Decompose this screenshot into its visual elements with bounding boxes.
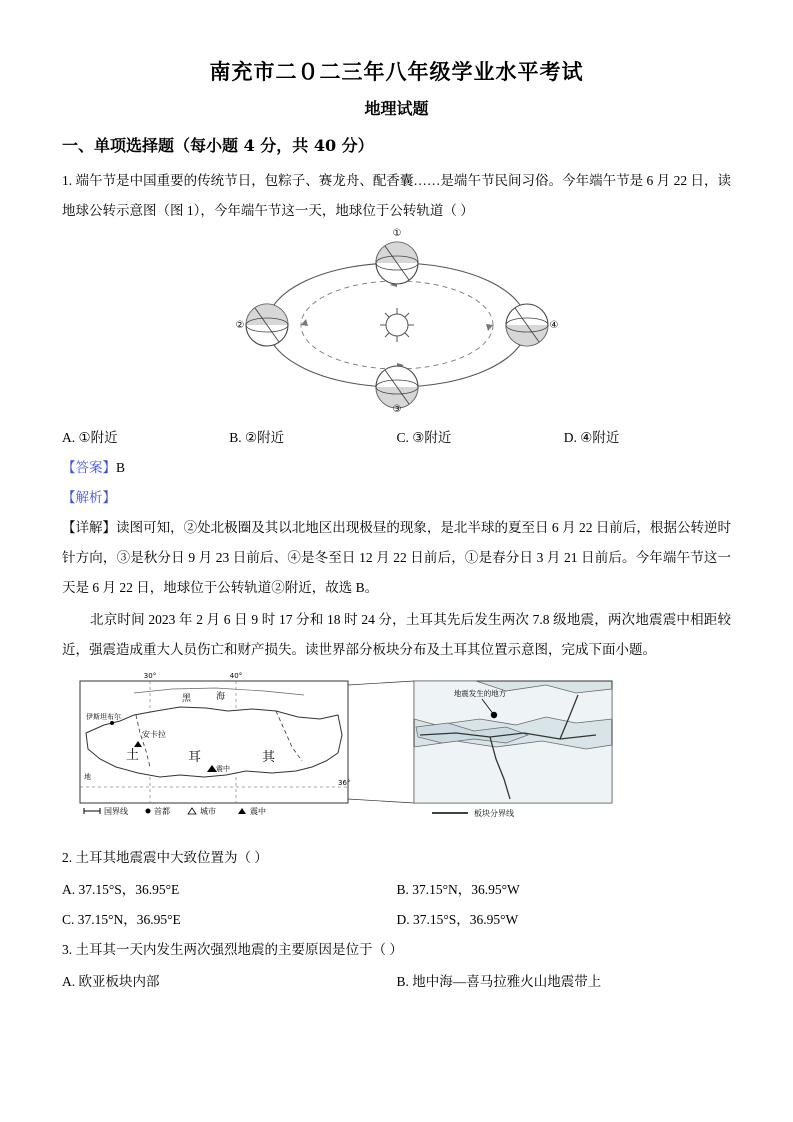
page-subtitle: 地理试题 [364, 99, 429, 118]
svg-text:其: 其 [262, 750, 276, 765]
question-2-options-row-2 [62, 905, 731, 935]
earth-position-1 [376, 228, 418, 284]
svg-text:土: 土 [126, 748, 140, 763]
svg-text:海: 海 [216, 692, 226, 702]
svg-text:40°: 40° [229, 672, 243, 680]
q2-option-d[interactable]: D. 37.15°S，36.95°W [396, 912, 519, 927]
turkey-plate-svg [76, 672, 616, 835]
question-3-options-row-1 [62, 967, 731, 997]
svg-text:城市: 城市 [200, 807, 216, 816]
q1-option-c[interactable]: C. ③附近 [396, 430, 452, 445]
right-map-plates [414, 681, 612, 818]
svg-text:③: ③ [392, 404, 401, 415]
earth-position-4 [235, 304, 287, 346]
svg-text:国界线: 国界线 [104, 807, 128, 816]
question-1-stem: 1. 端午节是中国重要的传统节日，包粽子、赛龙舟、配香囊……是端午节民间习俗。今年端午节是 6 月 22 日，读地球公转示意图（图 1），今年端午节这一天，地球位于公转轨道（ ） [62, 173, 731, 218]
q2-option-a[interactable]: A. 37.15°S，36.95°E [62, 882, 180, 897]
figure-turkey-plates [62, 672, 731, 835]
q3-option-b[interactable]: B. 地中海—喜马拉雅火山地震带上 [396, 974, 602, 989]
svg-text:板块分界线: 板块分界线 [474, 809, 514, 818]
svg-text:首都: 首都 [154, 807, 170, 816]
answer-value: B [116, 460, 126, 475]
svg-text:黑: 黑 [182, 694, 192, 704]
page-content [62, 0, 731, 997]
passage-2: 北京时间 2023 年 2 月 6 日 9 时 17 分和 18 时 24 分，土耳其先后发生两次 7.8 级地震，两次地震震中相距较近，强震造成重大人员伤亡和财产损失。读世界部分板块分布及土耳其位置示意图，完成下面小题。 [62, 612, 731, 657]
question-1-detail: 【详解】读图可知，②处北极圈及其以北地区出现极昼的现象，是北半球的夏至日 6 月 22 日前后，根据公转逆时针方向，③是秋分日 9 月 23 日前后、④是冬至日 12 月 22 日前后，①是春分日 3 月 21 日前后。今年端午节这一天是 6 月 22 日，地球位于公转轨道②附近，故选 B。 [62, 520, 731, 595]
left-map-turkey [80, 672, 350, 816]
page-title: 南充市二０二三年八年级学业水平考试 [209, 59, 584, 84]
q1-option-a[interactable]: A. ①附近 [62, 430, 118, 445]
answer-line [62, 453, 731, 483]
svg-text:30°: 30° [143, 672, 157, 680]
analysis-label: 【解析】 [62, 490, 116, 505]
svg-text:耳: 耳 [188, 750, 202, 765]
svg-text:地: 地 [84, 773, 91, 781]
svg-text:①: ① [392, 228, 401, 239]
question-2-stem: 2. 土耳其地震震中大致位置为（ ） [62, 850, 268, 865]
left-map-legend [84, 806, 266, 816]
svg-text:震中: 震中 [216, 765, 230, 773]
section-heading: 一、单项选择题（每小题 4 分，共 40 分） [62, 136, 374, 155]
svg-text:36°: 36° [338, 779, 351, 787]
q2-option-b[interactable]: B. 37.15°N，36.95°W [396, 882, 520, 897]
figure-earth-revolution [62, 228, 731, 415]
q2-option-c[interactable]: C. 37.15°N，36.95°E [62, 912, 181, 927]
svg-text:④: ④ [549, 320, 558, 331]
question-1-options [62, 423, 731, 453]
svg-text:伊斯坦布尔: 伊斯坦布尔 [86, 713, 121, 721]
svg-text:地震发生的地方: 地震发生的地方 [453, 689, 507, 698]
earth-revolution-svg [227, 228, 567, 415]
q1-option-b[interactable]: B. ②附近 [229, 430, 285, 445]
earth-position-2 [506, 304, 558, 346]
q1-option-d[interactable]: D. ④附近 [563, 430, 620, 445]
svg-text:②: ② [235, 320, 244, 331]
earth-position-3 [376, 366, 418, 415]
q3-option-a[interactable]: A. 欧亚板块内部 [62, 974, 160, 989]
question-2-options-row-1 [62, 875, 731, 905]
svg-text:震中: 震中 [250, 807, 266, 816]
answer-label: 【答案】 [62, 460, 116, 475]
svg-text:安卡拉: 安卡拉 [142, 730, 166, 739]
question-3-stem: 3. 土耳其一天内发生两次强烈地震的主要原因是位于（ ） [62, 942, 403, 957]
